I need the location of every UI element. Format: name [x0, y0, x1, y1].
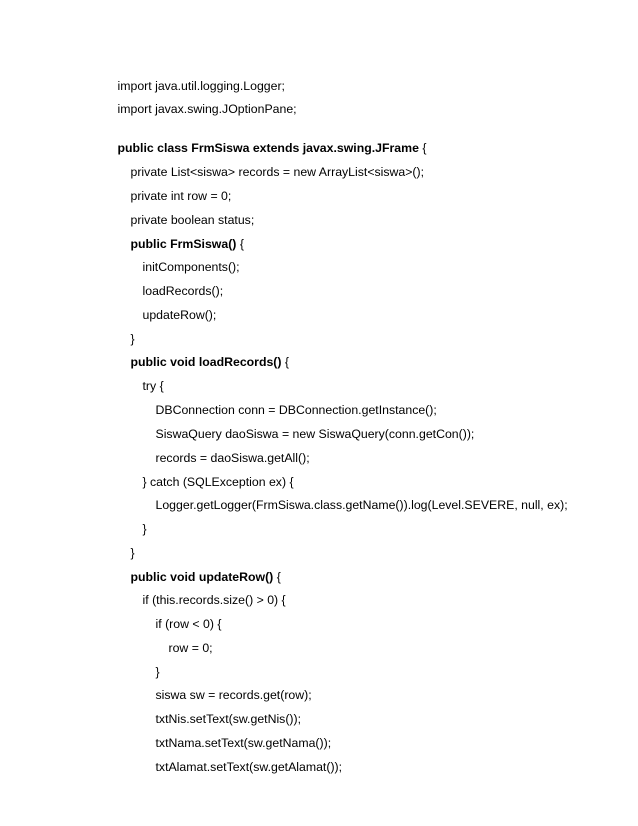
- code-line: [135, 428, 310, 465]
- code-keyword: public class FrmSiswa extends javax.swing.JFrame: [117, 141, 419, 155]
- code-line: [110, 190, 255, 227]
- code-line: [110, 547, 281, 584]
- code-text: siswa sw = records.get(row);: [155, 688, 312, 702]
- code-text: import java.util.logging.Logger;: [117, 79, 285, 93]
- code-text: import javax.swing.JOptionPane;: [117, 102, 297, 116]
- code-text: {: [281, 355, 290, 369]
- code-text: try {: [142, 379, 164, 393]
- code-line: [110, 332, 290, 369]
- code-text: updateRow();: [142, 308, 217, 322]
- code-keyword: public void loadRecords(): [130, 355, 282, 369]
- code-text: }: [130, 546, 135, 560]
- code-text: txtAlamat.setText(sw.getAlamat());: [155, 760, 343, 774]
- code-line: [122, 237, 240, 274]
- code-line: [135, 404, 475, 441]
- code-line: [97, 56, 285, 93]
- code-text: SiswaQuery daoSiswa = new SiswaQuery(conn.getCon());: [155, 427, 475, 441]
- code-line: [135, 475, 568, 512]
- code-text: Logger.getLogger(FrmSiswa.class.getName()).log(Level.SEVERE, null, ex);: [155, 498, 568, 512]
- code-line: [97, 79, 297, 116]
- code-line: [122, 570, 286, 607]
- code-text: } catch (SQLException ex) {: [142, 475, 294, 489]
- code-text: if (this.records.size() > 0) {: [142, 593, 286, 607]
- code-text: txtNis.setText(sw.getNis());: [155, 712, 302, 726]
- code-line: [135, 665, 312, 702]
- code-text: private boolean status;: [130, 213, 255, 227]
- code-text: }: [130, 332, 135, 346]
- code-line: [122, 452, 294, 489]
- code-text: row = 0;: [168, 641, 213, 655]
- code-line: [110, 309, 135, 346]
- code-line: [97, 118, 427, 155]
- code-line: [122, 499, 147, 536]
- code-line: [148, 618, 213, 655]
- code-line: [110, 523, 135, 560]
- code-line: [110, 166, 232, 203]
- code-text: txtNama.setText(sw.getNama());: [155, 736, 332, 750]
- code-line: [135, 713, 332, 750]
- code-text: }: [142, 522, 147, 536]
- code-text: }: [155, 665, 160, 679]
- code-text: {: [273, 570, 281, 584]
- code-text: private int row = 0;: [130, 189, 232, 203]
- code-keyword: public void updateRow(): [130, 570, 274, 584]
- code-line: [135, 594, 222, 631]
- code-line: [135, 737, 343, 774]
- code-text: private List<siswa> records = new ArrayList<siswa>();: [130, 165, 425, 179]
- code-line: [135, 689, 302, 726]
- code-text: initComponents();: [142, 260, 240, 274]
- code-text: {: [236, 237, 244, 251]
- code-text: {: [418, 141, 427, 155]
- code-line: [135, 642, 160, 679]
- code-line: [122, 261, 224, 298]
- code-text: loadRecords();: [142, 284, 224, 298]
- code-text: records = daoSiswa.getAll();: [155, 451, 310, 465]
- code-keyword: public FrmSiswa(): [130, 237, 237, 251]
- code-text: if (row < 0) {: [155, 617, 222, 631]
- code-line: [110, 142, 425, 179]
- code-line: [122, 356, 164, 393]
- code-line: [110, 214, 244, 251]
- code-text: DBConnection conn = DBConnection.getInstance();: [155, 403, 437, 417]
- code-line: [135, 380, 437, 417]
- code-line: [122, 285, 217, 322]
